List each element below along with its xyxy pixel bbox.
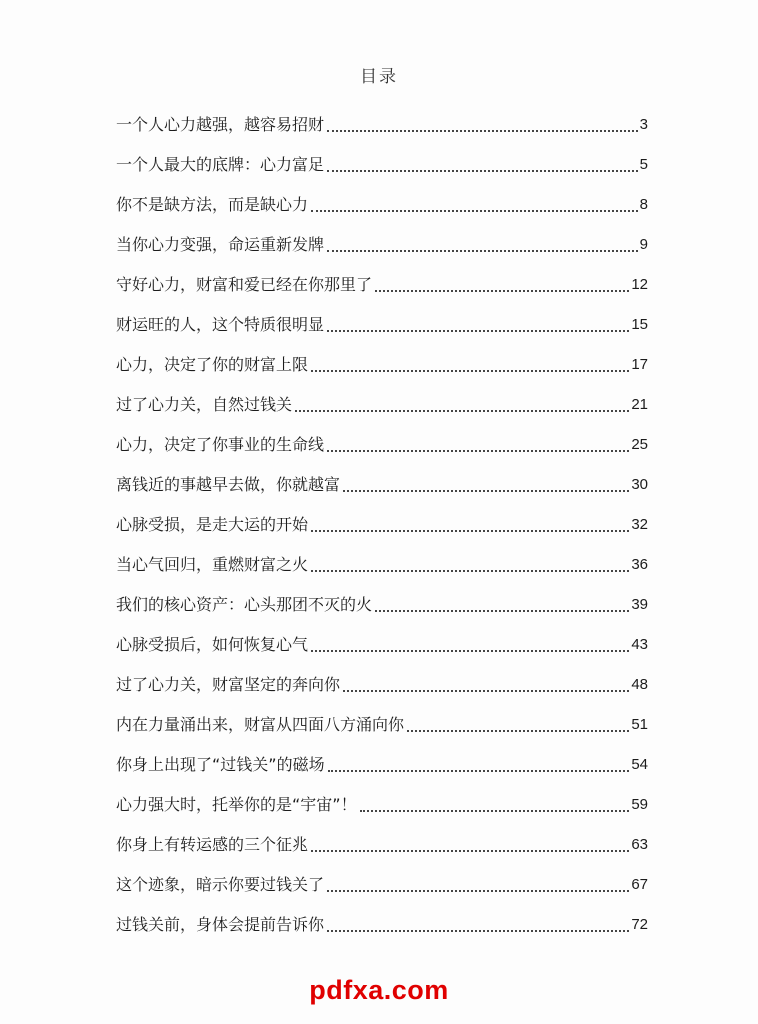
toc-entry[interactable] (116, 225, 648, 265)
toc-entry-text: 内在力量涌出来，财富从四面八方涌向你 (116, 715, 405, 734)
toc-entry[interactable] (116, 545, 648, 585)
dot-leader (343, 490, 629, 492)
dot-leader (375, 610, 629, 612)
toc-entry-text: 心力，决定了你事业的生命线 (116, 435, 325, 454)
dot-leader (327, 130, 638, 132)
toc-entry-page: 67 (631, 876, 648, 893)
toc-entry-page: 43 (631, 636, 648, 653)
toc-entry-text: 心力强大时，托举你的是“宇宙”！ (116, 795, 357, 814)
toc-entry-text: 离钱近的事越早去做，你就越富 (116, 475, 341, 494)
toc-entry-text: 一个人最大的底牌：心力富足 (116, 155, 325, 174)
toc-entry[interactable] (116, 385, 648, 425)
dot-leader (327, 890, 629, 892)
toc-entry-text: 心脉受损，是走大运的开始 (116, 515, 309, 534)
dot-leader (327, 930, 629, 932)
toc-entry-page: 8 (639, 196, 648, 213)
toc-entry-text: 你身上出现了“过钱关”的磁场 (116, 755, 325, 774)
toc-entry[interactable] (116, 265, 648, 305)
toc-entry-text: 当心气回归，重燃财富之火 (116, 555, 309, 574)
dot-leader (328, 770, 630, 772)
toc-entry-text: 财运旺的人，这个特质很明显 (116, 315, 325, 334)
toc-entry[interactable] (116, 705, 648, 745)
dot-leader (327, 170, 638, 172)
toc-entry-text: 你不是缺方法，而是缺心力 (116, 195, 309, 214)
toc-entry[interactable] (116, 345, 648, 385)
toc-entry-page: 30 (631, 476, 648, 493)
toc-entry-page: 17 (631, 356, 648, 373)
toc-entry[interactable] (116, 665, 648, 705)
toc-entry-text: 过钱关前，身体会提前告诉你 (116, 915, 325, 934)
toc-entry-text: 当你心力变强，命运重新发牌 (116, 235, 325, 254)
toc-entry-text: 这个迹象，暗示你要过钱关了 (116, 875, 325, 894)
toc-entry-page: 32 (631, 516, 648, 533)
toc-entry[interactable] (116, 745, 648, 785)
toc-title: 目录 (360, 67, 398, 87)
toc-entry-page: 39 (631, 596, 648, 613)
toc-entry[interactable] (116, 905, 648, 945)
toc-entry[interactable] (116, 145, 648, 185)
dot-leader (360, 810, 630, 812)
toc-entry-text: 守好心力，财富和爱已经在你那里了 (116, 275, 373, 294)
toc-entry-text: 心力，决定了你的财富上限 (116, 355, 309, 374)
dot-leader (311, 370, 629, 372)
toc-entry-text: 过了心力关，自然过钱关 (116, 395, 293, 414)
toc-entry[interactable] (116, 825, 648, 865)
dot-leader (375, 290, 629, 292)
toc-entry-page: 5 (639, 156, 648, 173)
toc-entry[interactable] (116, 785, 648, 825)
toc-entry[interactable] (116, 465, 648, 505)
toc-entry-page: 15 (631, 316, 648, 333)
toc-entry-page: 59 (631, 796, 648, 813)
dot-leader (311, 530, 629, 532)
toc-entry-text: 你身上有转运感的三个征兆 (116, 835, 309, 854)
toc-entry[interactable] (116, 585, 648, 625)
toc-entry[interactable] (116, 305, 648, 345)
watermark-text: pdfxa.com (309, 975, 449, 1005)
toc-entry[interactable] (116, 625, 648, 665)
toc-entry-page: 54 (631, 756, 648, 773)
dot-leader (311, 850, 629, 852)
dot-leader (343, 690, 629, 692)
toc-entry-text: 心脉受损后，如何恢复心气 (116, 635, 309, 654)
dot-leader (407, 730, 629, 732)
toc-entry-text: 过了心力关，财富坚定的奔向你 (116, 675, 341, 694)
toc-entry[interactable] (116, 105, 648, 145)
toc-entry-text: 我们的核心资产：心头那团不灭的火 (116, 595, 373, 614)
dot-leader (327, 450, 629, 452)
toc-entry-text: 一个人心力越强，越容易招财 (116, 115, 325, 134)
dot-leader (311, 570, 629, 572)
toc-entry-page: 21 (631, 396, 648, 413)
toc-entry-page: 72 (631, 916, 648, 933)
table-of-contents (116, 105, 648, 945)
toc-entry-page: 12 (631, 276, 648, 293)
toc-entry[interactable] (116, 425, 648, 465)
toc-entry-page: 36 (631, 556, 648, 573)
toc-entry-page: 51 (631, 716, 648, 733)
toc-entry-page: 3 (639, 116, 648, 133)
toc-entry-page: 25 (631, 436, 648, 453)
dot-leader (327, 250, 638, 252)
toc-entry[interactable] (116, 865, 648, 905)
toc-entry-page: 63 (631, 836, 648, 853)
toc-entry-page: 9 (639, 236, 648, 253)
toc-entry-page: 48 (631, 676, 648, 693)
toc-entry[interactable] (116, 505, 648, 545)
dot-leader (327, 330, 629, 332)
dot-leader (295, 410, 629, 412)
dot-leader (311, 210, 638, 212)
dot-leader (311, 650, 629, 652)
toc-entry[interactable] (116, 185, 648, 225)
